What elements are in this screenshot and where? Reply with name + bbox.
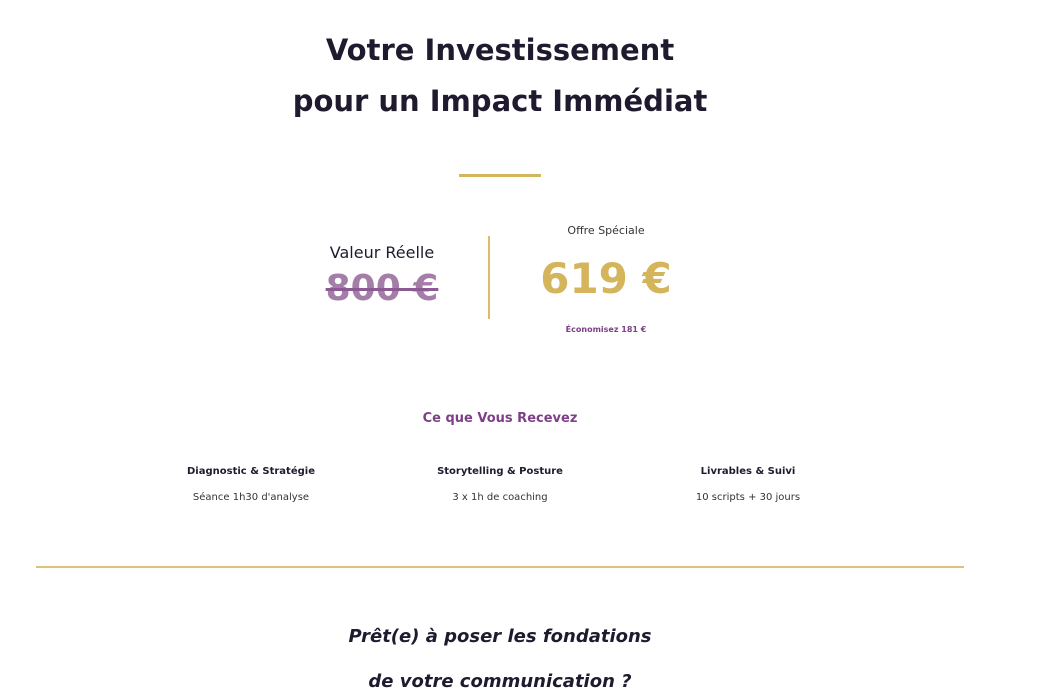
benefit-title: Diagnostic & Stratégie xyxy=(187,466,315,477)
offer-label: Offre Spéciale xyxy=(567,224,645,237)
page-title-line-2: pour un Impact Immédiat xyxy=(292,84,708,118)
title-underline-divider xyxy=(459,174,541,177)
benefit-description: 10 scripts + 30 jours xyxy=(695,492,801,503)
benefit-title: Storytelling & Posture xyxy=(437,466,563,477)
offer-price: 619 € xyxy=(540,254,672,303)
benefit-title: Livrables & Suivi xyxy=(700,466,796,477)
page-title-line-1: Votre Investissement xyxy=(325,33,675,67)
benefit-description: Séance 1h30 d'analyse xyxy=(192,492,310,503)
savings-note: Économisez 181 € xyxy=(565,325,647,334)
real-value-label: Valeur Réelle xyxy=(329,243,435,262)
cta-line-1: Prêt(e) à poser les fondations xyxy=(348,626,652,647)
price-vertical-divider xyxy=(488,236,490,319)
cta-line-2: de votre communication ? xyxy=(368,671,632,692)
real-value-price: 800 € xyxy=(325,268,439,309)
benefits-heading: Ce que Vous Recevez xyxy=(422,411,578,426)
benefit-description: 3 x 1h de coaching xyxy=(452,492,548,503)
section-divider xyxy=(36,566,964,568)
